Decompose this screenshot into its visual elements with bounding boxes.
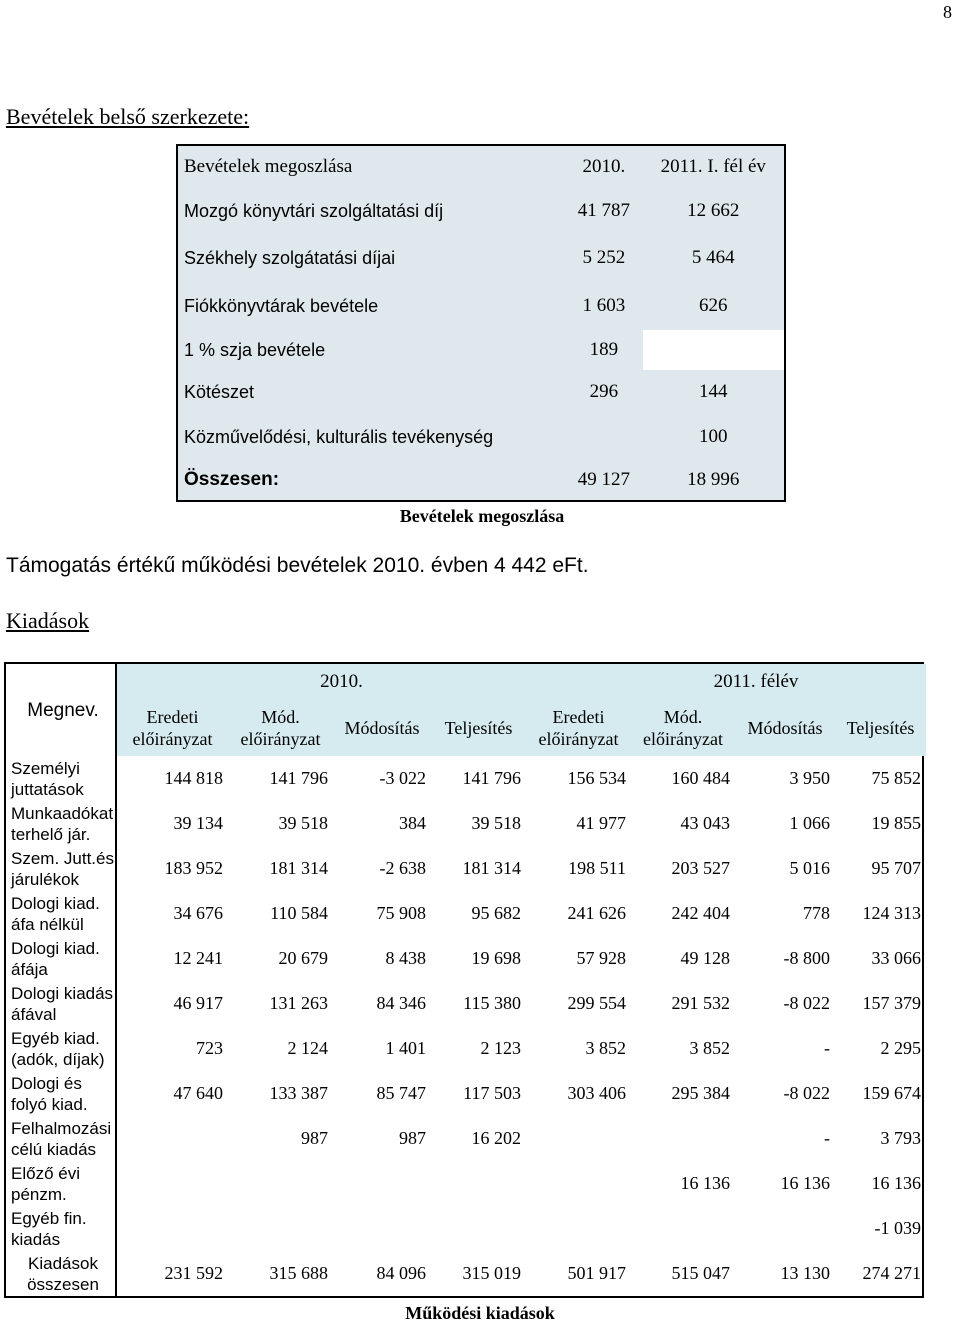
- subheader-change: Módosítás: [735, 700, 835, 756]
- table-cell: 299 554: [567, 993, 626, 1013]
- table-cell: 183 952: [164, 858, 223, 878]
- table-cell: 2 123: [480, 1038, 521, 1058]
- table-cell: [116, 1206, 228, 1251]
- table-cell: 1 401: [385, 1038, 426, 1058]
- table-cell: [631, 1116, 735, 1161]
- table-cell: 117 503: [463, 1083, 521, 1103]
- table-cell: 160 484: [671, 768, 730, 788]
- table-cell: 2 295: [880, 1038, 922, 1058]
- table-cell: 75 908: [376, 903, 426, 923]
- table-cell: 43 043: [680, 813, 730, 833]
- subheader-modified: Mód. előirányzat: [228, 700, 333, 756]
- table-cell: 315 019: [462, 1263, 521, 1283]
- row-label: Munkaadókat terhelő jár.: [6, 801, 116, 846]
- table-cell: -: [824, 1128, 830, 1148]
- table-cell: [735, 1206, 835, 1251]
- subheader-modified: Mód. előirányzat: [631, 700, 735, 756]
- row-label: Felhalmozási célú kiadás: [6, 1116, 116, 1161]
- revenue-row-2010: [565, 414, 642, 460]
- table-cell: 41 977: [576, 813, 626, 833]
- table-cell: 133 387: [269, 1083, 328, 1103]
- table-cell: -8 022: [783, 1083, 830, 1103]
- revenue-row-2011: 100: [699, 426, 728, 447]
- subheader-change: Módosítás: [333, 700, 431, 756]
- table-cell: 124 313: [862, 903, 922, 923]
- table-row: [6, 801, 926, 846]
- expenses-total-label: Kiadások összesen: [6, 1251, 116, 1296]
- table-cell: 16 202: [471, 1128, 521, 1148]
- table-cell: 156 534: [567, 768, 626, 788]
- revenue-row-2011: 626: [699, 295, 728, 316]
- table-cell: 141 796: [462, 768, 521, 788]
- table-cell: -8 800: [783, 948, 830, 968]
- table-cell: 47 640: [173, 1083, 223, 1103]
- subheader-fulfilment: Teljesítés: [835, 700, 926, 756]
- table-cell: 110 584: [270, 903, 328, 923]
- revenue-total-name: Összesen:: [184, 469, 280, 490]
- revenue-row-2011: 144: [699, 381, 728, 402]
- table-cell: 95 707: [871, 858, 922, 878]
- revenue-row-2011: 5 464: [691, 247, 735, 268]
- table-cell: 315 688: [269, 1263, 328, 1283]
- revenue-row-2010: 296: [589, 381, 619, 402]
- table-row: [6, 846, 926, 891]
- table-cell: 242 404: [671, 903, 730, 923]
- table-cell: 20 679: [278, 948, 328, 968]
- table-cell: [116, 1116, 228, 1161]
- revenue-row-2010: 5 252: [582, 247, 626, 268]
- row-label: Előző évi pénzm.: [6, 1161, 116, 1206]
- revenue-row-2010: 1 603: [582, 295, 626, 316]
- table-cell: 16 136: [871, 1173, 922, 1193]
- table-cell: 303 406: [567, 1083, 626, 1103]
- expenses-table: [4, 662, 924, 1298]
- table-cell: 19 698: [471, 948, 521, 968]
- table-cell: 3 852: [585, 1038, 626, 1058]
- table-cell: 141 796: [269, 768, 328, 788]
- revenue-row-name: Székhely szolgátatási díjai: [184, 248, 396, 268]
- expenses-year-2010: 2010.: [116, 664, 526, 700]
- row-label: Egyéb fin. kiadás: [6, 1206, 116, 1251]
- row-label: Egyéb kiad. (adók, díjak): [6, 1026, 116, 1071]
- table-cell: [228, 1161, 333, 1206]
- table-cell: -3 022: [379, 768, 426, 788]
- revenue-table: [176, 144, 786, 502]
- table-cell: 34 676: [173, 903, 223, 923]
- table-row: [6, 1026, 926, 1071]
- row-label: Dologi és folyó kiad.: [6, 1071, 116, 1116]
- table-cell: 274 271: [862, 1263, 922, 1283]
- table-cell: 46 917: [173, 993, 223, 1013]
- table-cell: 181 314: [269, 858, 328, 878]
- row-label: Személyi juttatások: [6, 756, 116, 801]
- expenses-total-row: [6, 1251, 926, 1296]
- row-label: Dologi kiad. áfa nélkül: [6, 891, 116, 936]
- table-cell: 84 096: [376, 1263, 426, 1283]
- table-cell: [116, 1161, 228, 1206]
- table-cell: [431, 1161, 526, 1206]
- table-cell: 13 130: [780, 1263, 830, 1283]
- table-cell: 231 592: [164, 1263, 223, 1283]
- subheader-original: Eredeti előirányzat: [116, 700, 228, 756]
- page-number: 8: [943, 2, 952, 22]
- table-cell: 8 438: [385, 948, 426, 968]
- table-cell: 1 066: [789, 813, 830, 833]
- table-cell: [631, 1206, 735, 1251]
- table-cell: 49 128: [680, 948, 730, 968]
- revenue-row-name: 1 % szja bevétele: [184, 340, 326, 360]
- table-cell: [526, 1161, 631, 1206]
- table-cell: 3 793: [880, 1128, 922, 1148]
- revenue-row-name: Kötészet: [184, 382, 255, 402]
- table-cell: 144 818: [164, 768, 223, 788]
- table-cell: 203 527: [671, 858, 730, 878]
- table-cell: [526, 1206, 631, 1251]
- revenue-header-2010: 2010.: [565, 146, 642, 188]
- revenue-row-name: Mozgó könyvtári szolgáltatási díj: [184, 201, 444, 221]
- subheader-original: Eredeti előirányzat: [526, 700, 631, 756]
- table-cell: [431, 1206, 526, 1251]
- table-cell: 57 928: [576, 948, 626, 968]
- table-cell: 181 314: [462, 858, 521, 878]
- row-label: Dologi kiad. áfája: [6, 936, 116, 981]
- expenses-title: Kiadások: [6, 608, 90, 633]
- revenue-row-2010: 189: [589, 339, 619, 360]
- table-cell: 515 047: [671, 1263, 730, 1283]
- revenue-total-2011: 18 996: [687, 469, 740, 490]
- table-cell: 291 532: [671, 993, 730, 1013]
- table-row: [6, 1161, 926, 1206]
- row-label: Szem. Jutt.és járulékok: [6, 846, 116, 891]
- table-cell: 501 917: [567, 1263, 626, 1283]
- table-cell: 12 241: [173, 948, 223, 968]
- subheader-fulfilment: Teljesítés: [431, 700, 526, 756]
- table-row: [6, 1116, 926, 1161]
- table-cell: [333, 1206, 431, 1251]
- table-cell: 16 136: [680, 1173, 730, 1193]
- row-label: Dologi kiadás áfával: [6, 981, 116, 1026]
- revenue-row-2011: [643, 330, 784, 370]
- table-cell: [228, 1206, 333, 1251]
- table-cell: [526, 1116, 631, 1161]
- table-cell: 987: [301, 1128, 328, 1148]
- table-row: [6, 1206, 926, 1251]
- table-cell: 84 346: [376, 993, 426, 1013]
- revenue-row-name: Fiókkönyvtárak bevétele: [184, 296, 379, 316]
- table-cell: 987: [399, 1128, 426, 1148]
- table-cell: 778: [803, 903, 830, 923]
- table-cell: 39 134: [173, 813, 223, 833]
- table-row: [6, 891, 926, 936]
- table-cell: 198 511: [568, 858, 626, 878]
- table-cell: -1 039: [874, 1218, 922, 1238]
- table-cell: 16 136: [780, 1173, 830, 1193]
- table-row: [6, 756, 926, 801]
- table-cell: [333, 1161, 431, 1206]
- table-cell: 295 384: [671, 1083, 730, 1103]
- table-cell: 241 626: [567, 903, 626, 923]
- table-row: [6, 936, 926, 981]
- section-title: Bevételek belső szerkezete:: [6, 104, 250, 129]
- table-cell: 384: [399, 813, 426, 833]
- table-cell: 115 380: [463, 993, 521, 1013]
- support-text: Támogatás értékű működési bevételek 2010. évben 4 442 eFt.: [6, 554, 589, 577]
- revenue-header-2011: 2011. I. fél év: [643, 146, 784, 188]
- table-cell: 3 852: [689, 1038, 730, 1058]
- table-cell: 131 263: [269, 993, 328, 1013]
- table-row: [6, 1071, 926, 1116]
- table-cell: 39 518: [471, 813, 521, 833]
- table-cell: 39 518: [278, 813, 328, 833]
- revenue-row-name: Közművelődési, kulturális tevékenység: [184, 427, 494, 447]
- table-cell: 5 016: [789, 858, 830, 878]
- expenses-label-header: Megnev.: [6, 664, 116, 756]
- revenue-header-name: Bevételek megoszlása: [178, 146, 565, 188]
- revenue-total-2010: 49 127: [577, 469, 630, 490]
- table-cell: -: [824, 1038, 830, 1058]
- table-cell: -8 022: [783, 993, 830, 1013]
- table-cell: 3 950: [789, 768, 830, 788]
- table-cell: 159 674: [862, 1083, 922, 1103]
- table-cell: -2 638: [379, 858, 426, 878]
- table-cell: 157 379: [862, 993, 922, 1013]
- expenses-caption: Működési kiadások: [405, 1303, 555, 1323]
- table-cell: 723: [196, 1038, 223, 1058]
- table-cell: 95 682: [471, 903, 521, 923]
- table-cell: 33 066: [871, 948, 922, 968]
- table-cell: 75 852: [871, 768, 922, 788]
- table-cell: 85 747: [376, 1083, 426, 1103]
- table-row: [6, 981, 926, 1026]
- revenue-row-2010: 41 787: [577, 200, 630, 221]
- table-cell: 2 124: [287, 1038, 328, 1058]
- table-cell: 19 855: [871, 813, 922, 833]
- revenue-caption: Bevételek megoszlása: [399, 506, 565, 526]
- expenses-year-2011: 2011. félév: [526, 664, 926, 700]
- revenue-row-2011: 12 662: [687, 200, 740, 221]
